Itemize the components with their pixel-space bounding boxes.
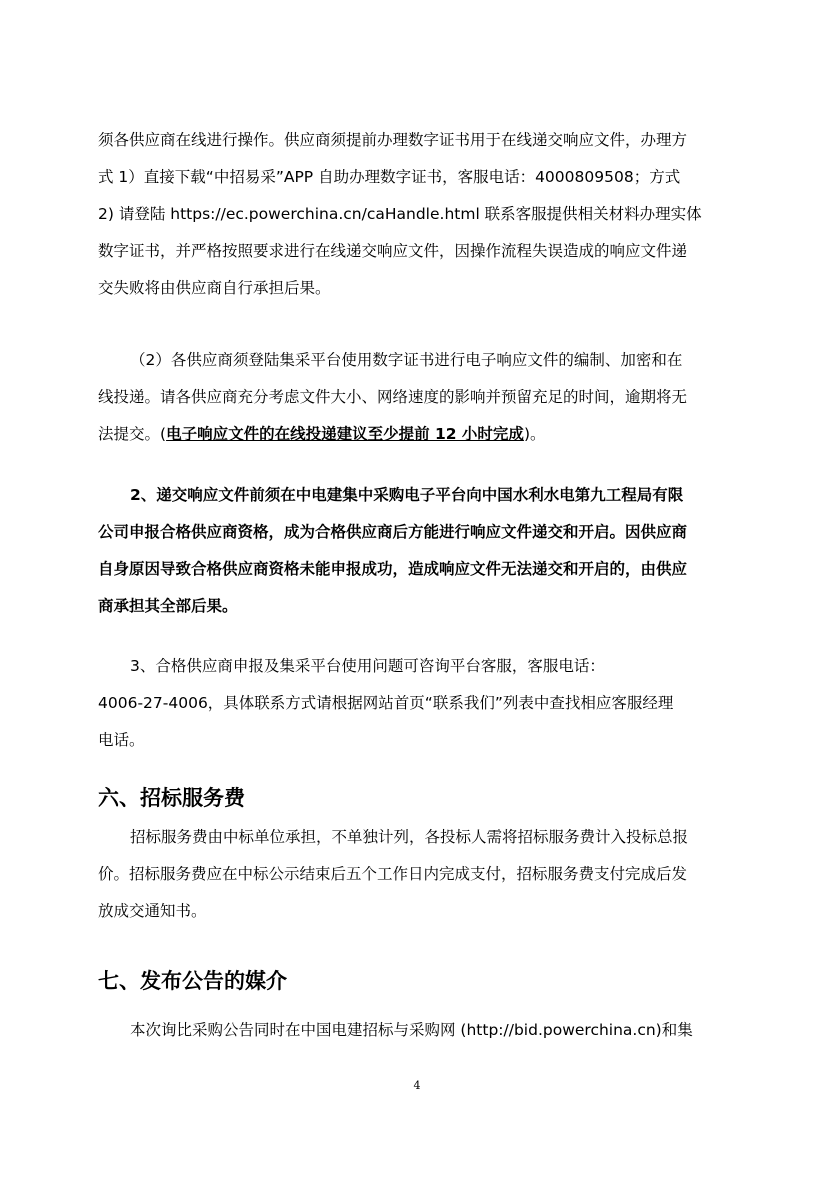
text-line: 本次询比采购公告同时在中国电建招标与采购网 (http://bid.powerchina.cn)和集 (130, 1021, 693, 1039)
text-line: 招标服务费由中标单位承担，不单独计列，各投标人需将招标服务费计入投标总报 (130, 828, 689, 846)
text-line: 线投递。请各供应商充分考虑文件大小、网络速度的影响并预留充足的时间，逾期将无 (98, 388, 688, 406)
page-number: 4 (413, 1079, 421, 1092)
paragraph-customer-service (98, 648, 738, 759)
text-line: 电话。 (98, 731, 145, 749)
paragraph-service-fee (98, 819, 738, 930)
text-line: （2）各供应商须登陆集采平台使用数字证书进行电子响应文件的编制、加密和在 (130, 351, 683, 369)
text-line: 2、递交响应文件前须在中电建集中采购电子平台向中国水利水电第九工程局有限 (130, 486, 684, 504)
underlined-note: 电子响应文件的在线投递建议至少提前 12 小时完成 (166, 425, 524, 443)
text-line: 自身原因导致合格供应商资格未能申报成功，造成响应文件无法递交和开启的，由供应 (98, 560, 688, 578)
text-line: 数字证书，并严格按照要求进行在线递交响应文件，因操作流程失误造成的响应文件递 (98, 242, 688, 260)
section-heading-media: 七、发布公告的媒介 (98, 969, 287, 993)
text-line: 式 1）直接下载“中招易采”APP 自助办理数字证书，客服电话：4000809508；方式 (98, 168, 681, 186)
text-line: 价。招标服务费应在中标公示结束后五个工作日内完成支付，招标服务费支付完成后发 (98, 865, 688, 883)
text-line: 放成交通知书。 (98, 902, 207, 920)
paragraph-qualified-supplier (98, 477, 738, 625)
text-line: 须各供应商在线进行操作。供应商须提前办理数字证书用于在线递交响应文件，办理方 (98, 131, 688, 149)
text-line: 商承担其全部后果。 (98, 597, 238, 615)
paragraph-digital-certificate (98, 122, 738, 307)
text-line-prefix: 法提交。( (98, 425, 167, 443)
text-line: 4006-27-4006，具体联系方式请根据网站首页“联系我们”列表中查找相应客服经理 (98, 694, 674, 712)
paragraph-online-submission (98, 342, 738, 453)
text-line-suffix: )。 (523, 425, 546, 443)
text-line (98, 416, 738, 453)
text-line: 公司申报合格供应商资格，成为合格供应商后方能进行响应文件递交和开启。因供应商 (98, 523, 688, 541)
section-heading-service-fee: 六、招标服务费 (98, 786, 245, 810)
paragraph-media (98, 1012, 738, 1049)
text-line: 交失败将由供应商自行承担后果。 (98, 279, 331, 297)
text-line: 2) 请登陆 https://ec.powerchina.cn/caHandle.html 联系客服提供相关材料办理实体 (98, 205, 702, 223)
text-line: 3、合格供应商申报及集采平台使用问题可咨询平台客服，客服电话： (130, 657, 605, 675)
